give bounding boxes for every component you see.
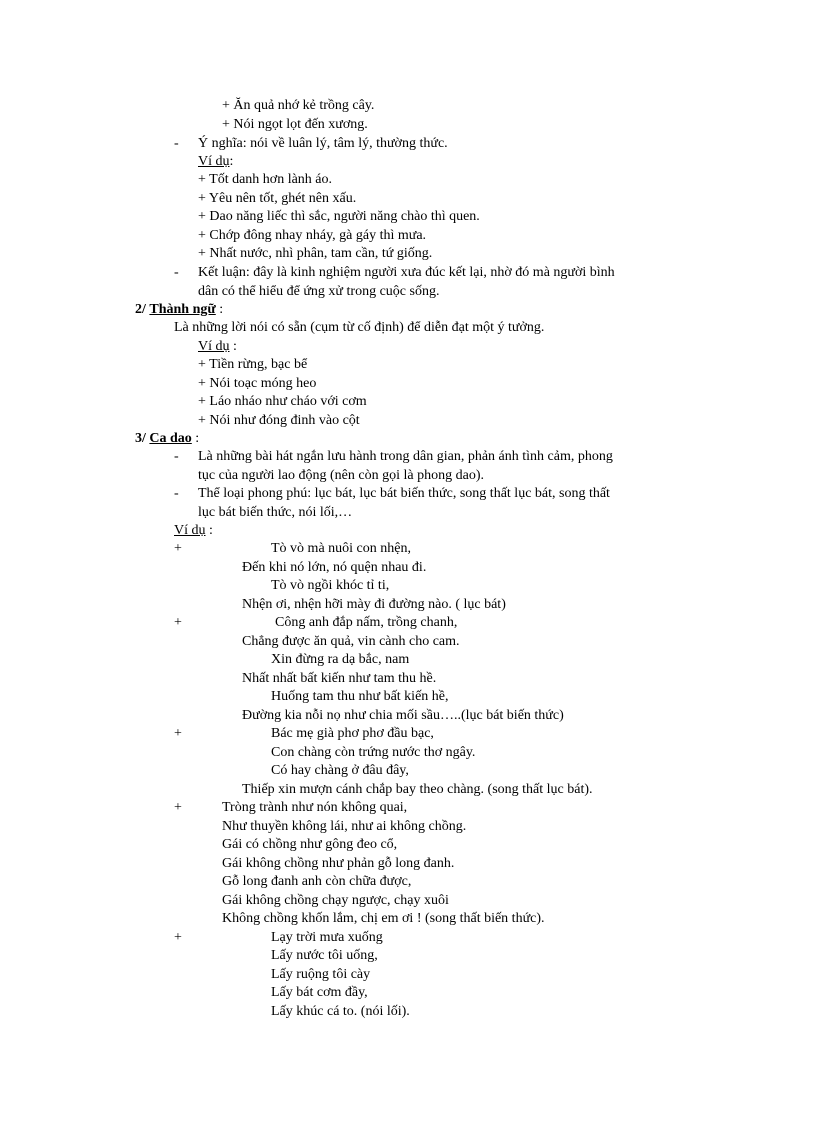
section-heading <box>135 430 199 448</box>
vidu-label: Ví dụ <box>198 154 230 169</box>
poem-plus: + <box>174 800 182 815</box>
poem-line: Tò vò ngồi khóc tỉ ti, <box>271 578 390 593</box>
poem-line: Xin đừng ra dạ bắc, nam <box>271 652 410 667</box>
section-number: 2/ <box>135 302 146 317</box>
example-line: + Yêu nên tốt, ghét nên xấu. <box>198 191 357 206</box>
definition-line: Là những lời nói có sẵn (cụm từ cố định) để diễn đạt một ý tưởng. <box>174 320 545 335</box>
poem-line: Lấy khúc cá to. (nói lối). <box>271 1004 410 1019</box>
poem-line: Tò vò mà nuôi con nhện, <box>271 541 411 556</box>
vidu-heading <box>174 522 213 540</box>
poem-line: Huống tam thu như bất kiến hề, <box>271 689 449 704</box>
poem-line: Bác mẹ già phơ phơ đầu bạc, <box>271 726 434 741</box>
bullet-line: Là những bài hát ngắn lưu hành trong dân gian, phản ánh tình cảm, phong <box>198 449 613 464</box>
section-number: 3/ <box>135 431 146 446</box>
poem-line: Lấy ruộng tôi cày <box>271 967 371 982</box>
vidu-label: Ví dụ <box>198 339 230 354</box>
bullet-dash: - <box>174 265 179 280</box>
poem-line: Nhện ơi, nhện hỡi mày đi đường nào. ( lục bát) <box>242 597 506 612</box>
vidu-heading <box>198 338 237 356</box>
conclusion-line: dân có thể hiểu để ứng xử trong cuộc sống. <box>198 284 440 299</box>
poem-line: Gỗ long đanh anh còn chữa được, <box>222 874 412 889</box>
example-line: + Tốt danh hơn lành áo. <box>198 172 333 187</box>
vidu-colon: : <box>229 154 234 169</box>
bullet-dash: - <box>174 136 179 151</box>
poem-line: Lạy trời mưa xuống <box>271 930 383 945</box>
example-line: + Dao năng liếc thì sắc, người năng chào thì quen. <box>198 209 480 224</box>
section-title: Thành ngữ <box>149 302 216 317</box>
example-line: + Nói ngọt lọt đến xương. <box>222 117 368 132</box>
poem-line: Nhất nhất bất kiến như tam thu hề. <box>242 671 437 686</box>
vidu-label: Ví dụ <box>174 523 206 538</box>
poem-line: Có hay chàng ở đâu đây, <box>271 763 409 778</box>
poem-line: Chẳng được ăn quả, vin cành cho cam. <box>242 634 460 649</box>
bullet-line: Thể loại phong phú: lục bát, lục bát biến thức, song thất lục bát, song thất <box>198 486 610 501</box>
example-line: + Ăn quả nhớ kẻ trồng cây. <box>222 98 375 113</box>
poem-line: Đến khi nó lớn, nó quện nhau đi. <box>242 560 427 575</box>
bullet-line: lục bát biến thức, nói lối,… <box>198 505 353 520</box>
poem-line: Gái không chồng như phản gỗ long đanh. <box>222 856 455 871</box>
poem-line: Như thuyền không lái, như ai không chồng. <box>222 819 467 834</box>
poem-plus: + <box>174 615 182 630</box>
example-line: + Chớp đông nhay nháy, gà gáy thì mưa. <box>198 228 427 243</box>
bullet-line: tục của người lao động (nên còn gọi là phong dao). <box>198 468 484 483</box>
vidu-colon: : <box>229 339 237 354</box>
poem-line: Tròng trành như nón không quai, <box>222 800 408 815</box>
poem-plus: + <box>174 541 182 556</box>
poem-line: Lấy nước tôi uống, <box>271 948 378 963</box>
poem-line: Con chàng còn trứng nước thơ ngây. <box>271 745 476 760</box>
conclusion-line: Kết luận: đây là kinh nghiệm người xưa đúc kết lại, nhờ đó mà người bình <box>198 265 615 280</box>
example-line: + Nói toạc móng heo <box>198 376 317 391</box>
poem-line: Đường kia nỗi nọ như chia mối sầu…..(lục bát biến thức) <box>242 708 564 723</box>
poem-plus: + <box>174 726 182 741</box>
example-line: + Tiền rừng, bạc bể <box>198 357 308 372</box>
poem-line: Lấy bát cơm đầy, <box>271 985 368 1000</box>
example-line: + Nhất nước, nhì phân, tam cần, tứ giống. <box>198 246 433 261</box>
section-colon: : <box>191 431 200 446</box>
poem-line: Công anh đắp nấm, trồng chanh, <box>275 615 458 630</box>
vidu-colon: : <box>205 523 213 538</box>
poem-line: Thiếp xin mượn cánh chắp bay theo chàng. (song thất lục bát). <box>242 782 593 797</box>
poem-plus: + <box>174 930 182 945</box>
section-colon: : <box>215 302 224 317</box>
section-title: Ca dao <box>149 431 192 446</box>
example-line: + Láo nháo như cháo với cơm <box>198 394 367 409</box>
bullet-dash: - <box>174 486 179 501</box>
poem-line: Gái có chồng như gông đeo cổ, <box>222 837 398 852</box>
section-heading <box>135 301 223 319</box>
example-line: + Nói như đóng đinh vào cột <box>198 413 360 428</box>
poem-line: Gái không chồng chạy ngược, chạy xuôi <box>222 893 449 908</box>
vidu-heading <box>198 153 233 171</box>
poem-line: Không chồng khốn lắm, chị em ơi ! (song thất biến thức). <box>222 911 545 926</box>
bullet-dash: - <box>174 449 179 464</box>
meaning-line: Ý nghĩa: nói về luân lý, tâm lý, thường thức. <box>198 136 448 151</box>
